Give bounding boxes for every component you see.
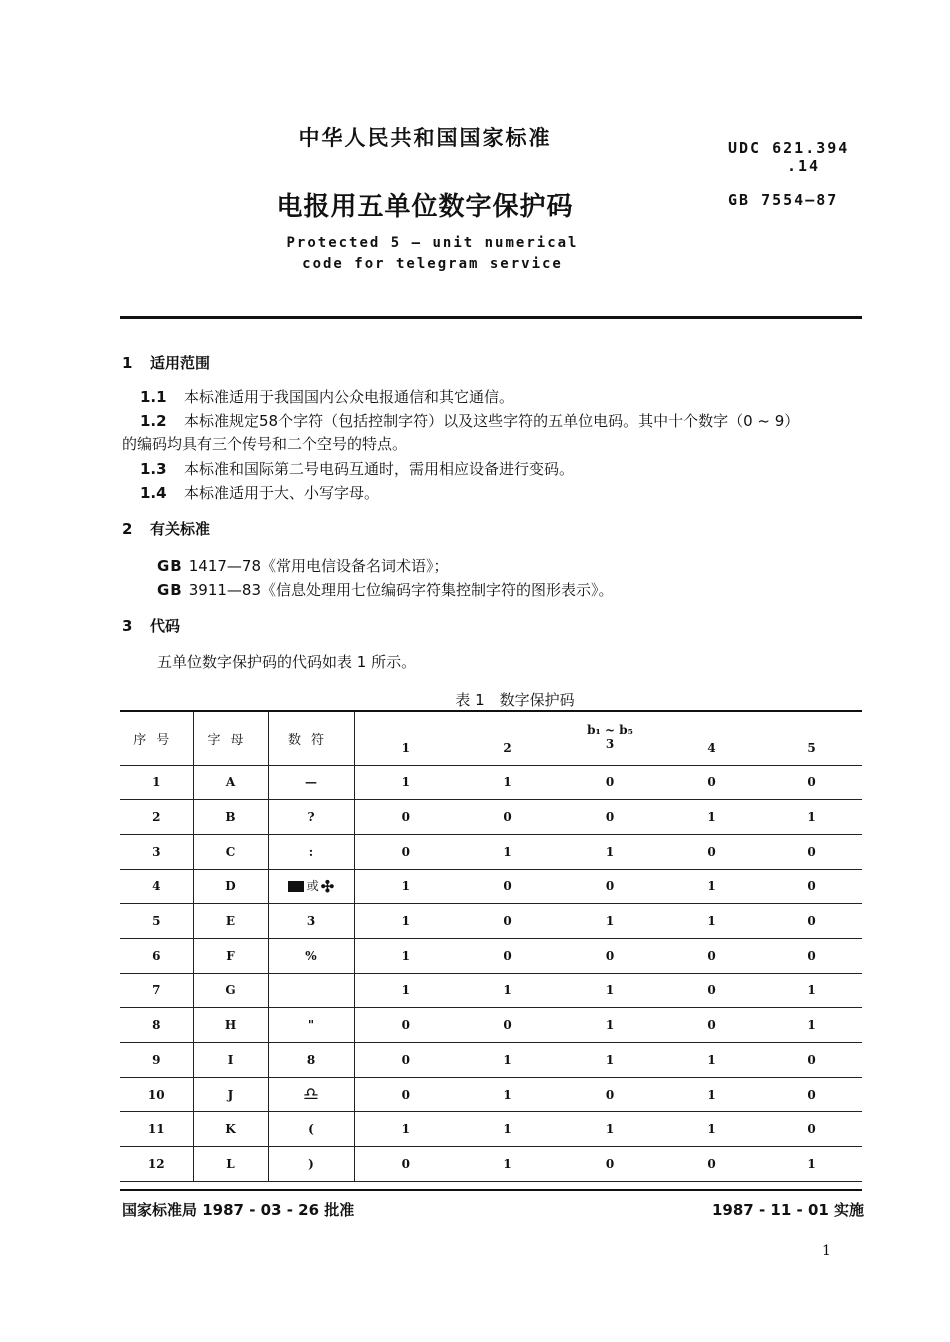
cell-letter: I [193,1043,268,1078]
cell-bit-1: 0 [354,1147,457,1182]
cell-bit-4: 1 [662,1043,761,1078]
cell-bit-2: 0 [457,904,558,939]
reference-code: GB [157,557,183,575]
cell-bit-3: 1 [558,1112,662,1147]
udc-code-cont: .14 [787,157,821,175]
cell-letter: G [193,973,268,1008]
section-number: 3 [122,617,133,635]
cell-figure: 3 [268,904,354,939]
table-row [120,834,862,869]
cell-bit-5: 0 [761,834,862,869]
cell-bit-4: 0 [662,1008,761,1043]
cell-bit-5: 1 [761,800,862,835]
col-header-letter: 字母 [193,711,268,765]
table-row [120,765,862,800]
gb-code: GB 7554—87 [728,191,839,209]
clause-text: 本标准适用于我国国内公众电报通信和其它通信。 [184,388,515,406]
cell-bit-1: 1 [354,973,457,1008]
or-text: 或 [306,878,319,893]
table-row [120,1077,862,1112]
cell-letter: B [193,800,268,835]
standard-name: 中华人民共和国国家标准 [298,126,552,150]
table-row [120,1112,862,1147]
cell-bit-3: 1 [558,904,662,939]
cell-seq: 4 [120,869,193,904]
cell-bit-3: 0 [558,869,662,904]
cell-figure: 8 [268,1043,354,1078]
cell-bit-3: 1 [558,973,662,1008]
cell-seq: 10 [120,1077,193,1112]
clause-number: 1.2 [140,412,167,430]
cell-bit-2: 1 [457,834,558,869]
cell-bit-2: 0 [457,1008,558,1043]
cell-bit-4: 1 [662,1077,761,1112]
table-row [120,1147,862,1182]
cell-bit-4: 1 [662,800,761,835]
header-rule [120,316,862,319]
clause-number: 1.4 [140,484,167,502]
cell-bit-4: 1 [662,904,761,939]
reference-2 [157,579,614,600]
table-header-row [120,711,862,765]
cell-bit-2: 0 [457,800,558,835]
cell-bit-3: 0 [558,765,662,800]
reference-text: 3911—83《信息处理用七位编码字符集控制字符的图形表示》。 [188,581,614,599]
section-1-heading [122,352,210,373]
clause-number: 1.3 [140,460,167,478]
table-row [120,1043,862,1078]
cell-figure [268,1077,354,1112]
cell-seq: 5 [120,904,193,939]
english-title-line2: code for telegram service [302,256,563,272]
clause-number: 1.1 [140,388,167,406]
table-row [120,938,862,973]
cell-bit-5: 0 [761,904,862,939]
cell-letter: A [193,765,268,800]
who-are-you-icon [288,881,304,892]
section-number: 2 [122,520,133,538]
cell-bit-4: 0 [662,834,761,869]
clause-text: 本标准规定58个字符（包括控制字符）以及这些字符的五单位电码。其中十个数字（0 ~ 9） [184,412,800,430]
col-header-seq: 序号 [120,711,193,765]
cell-bit-3: 1 [558,834,662,869]
cell-bit-3: 0 [558,800,662,835]
cell-figure: ( [268,1112,354,1147]
cell-bit-4: 1 [662,1112,761,1147]
reference-1 [157,555,449,576]
col-header-bit-1: 1 [354,711,457,765]
cell-letter: K [193,1112,268,1147]
cell-figure [268,973,354,1008]
cell-bit-2: 1 [457,1043,558,1078]
cell-seq: 6 [120,938,193,973]
cell-seq: 12 [120,1147,193,1182]
cell-figure [268,869,354,904]
cell-letter: C [193,834,268,869]
cell-bit-4: 0 [662,973,761,1008]
english-title-line1: Protected 5 – unit numerical [286,235,579,251]
cell-bit-5: 0 [761,1043,862,1078]
cell-seq: 8 [120,1008,193,1043]
cell-bit-3: 0 [558,938,662,973]
bits-group-header: b₁ ~ b₅ [587,722,633,737]
cell-letter: L [193,1147,268,1182]
code-table [120,710,862,1182]
cell-bit-1: 0 [354,800,457,835]
col-header-bit-4: 4 [662,711,761,765]
cell-bit-4: 1 [662,869,761,904]
cell-bit-1: 0 [354,1008,457,1043]
cell-figure: ? [268,800,354,835]
table-row [120,1008,862,1043]
cell-bit-5: 1 [761,973,862,1008]
col-header-bit-3: b₁ ~ b₅ 3 [558,711,662,765]
table-row [120,800,862,835]
cell-figure: ) [268,1147,354,1182]
cell-bit-1: 1 [354,938,457,973]
cell-figure: " [268,1008,354,1043]
col-header-figure: 数符 [268,711,354,765]
cell-seq: 9 [120,1043,193,1078]
cell-seq: 11 [120,1112,193,1147]
cell-bit-1: 0 [354,1043,457,1078]
document-title: 电报用五单位数字保护码 [276,192,574,222]
cell-letter: D [193,869,268,904]
cell-bit-5: 0 [761,938,862,973]
cell-letter: F [193,938,268,973]
cell-seq: 1 [120,765,193,800]
clause-1-3 [122,458,862,479]
clause-1-1 [122,386,862,407]
cell-bit-1: 0 [354,1077,457,1112]
cell-bit-5: 0 [761,869,862,904]
cell-bit-4: 0 [662,765,761,800]
cell-seq: 7 [120,973,193,1008]
clause-1-4 [122,482,862,503]
cell-bit-1: 1 [354,765,457,800]
cell-bit-1: 1 [354,1112,457,1147]
cell-bit-4: 0 [662,1147,761,1182]
col-header-bit-5: 5 [761,711,862,765]
table-row [120,973,862,1008]
section-2-heading [122,518,210,539]
cell-bit-2: 1 [457,1077,558,1112]
cell-bit-5: 0 [761,1077,862,1112]
clause-1-2 [122,410,862,431]
col-header-bit-2: 2 [457,711,558,765]
effective-date: 1987 - 11 - 01 实施 [712,1201,865,1219]
cell-bit-2: 0 [457,869,558,904]
cell-bit-3: 1 [558,1008,662,1043]
cell-seq: 3 [120,834,193,869]
udc-code: UDC 621.394 [728,139,850,157]
cell-bit-2: 1 [457,973,558,1008]
cell-seq: 2 [120,800,193,835]
cell-figure: % [268,938,354,973]
cell-bit-5: 1 [761,1147,862,1182]
clause-1-2-continuation: 的编码均具有三个传号和二个空号的特点。 [122,435,408,453]
cell-bit-2: 0 [457,938,558,973]
table-row [120,869,862,904]
section-3-heading [122,615,180,636]
cell-letter: E [193,904,268,939]
cell-bit-4: 0 [662,938,761,973]
cell-bit-1: 0 [354,834,457,869]
cell-letter: J [193,1077,268,1112]
cell-bit-5: 0 [761,1112,862,1147]
cell-bit-5: 1 [761,1008,862,1043]
cross-symbol-icon: ✣ [320,876,335,896]
cell-figure: — [268,765,354,800]
reference-code: GB [157,581,183,599]
reference-text: 1417—78《常用电信设备名词术语》； [188,557,449,575]
cell-bit-5: 0 [761,765,862,800]
section-3-text: 五单位数字保护码的代码如表 1 所示。 [157,653,417,671]
page-number: 1 [822,1243,831,1259]
approval-date: 国家标准局 1987 - 03 - 26 批准 [122,1201,355,1219]
cell-bit-2: 1 [457,1112,558,1147]
table-row [120,904,862,939]
section-title: 代码 [150,617,181,635]
cell-bit-2: 1 [457,765,558,800]
section-title: 适用范围 [150,354,211,372]
cell-bit-3: 0 [558,1147,662,1182]
footer-rule [120,1189,862,1191]
clause-text: 本标准和国际第二号电码互通时，需用相应设备进行变码。 [184,460,575,478]
cell-letter: H [193,1008,268,1043]
section-title: 有关标准 [150,520,211,538]
table-caption: 表 1 数字保护码 [455,691,575,709]
clause-text: 本标准适用于大、小写字母。 [184,484,380,502]
cell-bit-1: 1 [354,904,457,939]
cell-bit-2: 1 [457,1147,558,1182]
cell-bit-3: 1 [558,1043,662,1078]
section-number: 1 [122,354,133,372]
bell-signal-icon: ♎ [302,1084,320,1106]
cell-bit-3: 0 [558,1077,662,1112]
cell-figure: : [268,834,354,869]
cell-bit-1: 1 [354,869,457,904]
